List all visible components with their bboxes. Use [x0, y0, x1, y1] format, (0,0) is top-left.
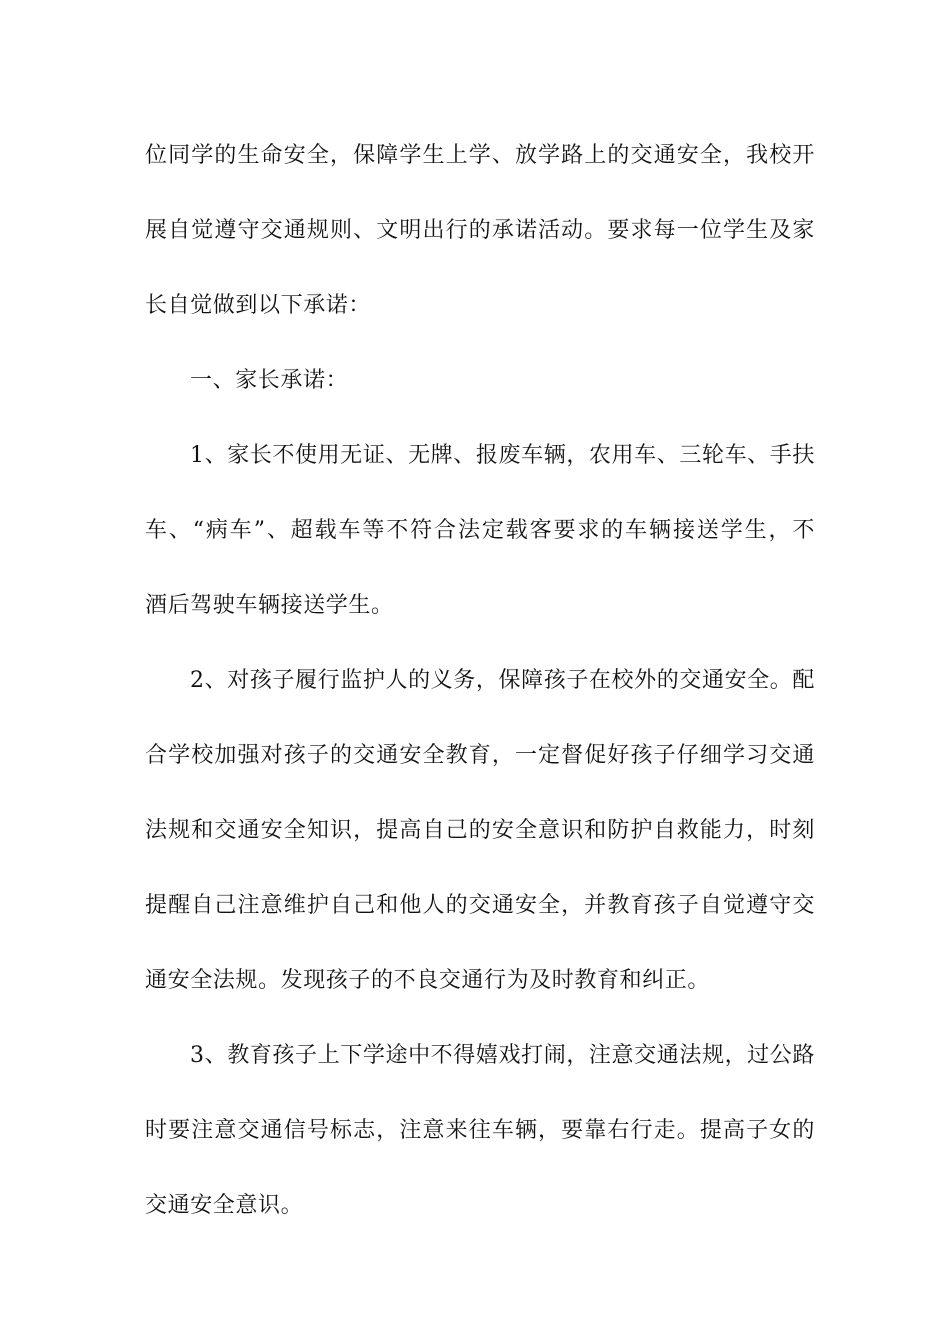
text-line-6: 车、“病车”、超载车等不符合法定载客要求的车辆接送学生，不 [145, 518, 815, 543]
text-line-12: 通安全法规。发现孩子的不良交通行为及时教育和纠正。 [145, 968, 711, 993]
text-line-5: 1、家长不使用无证、无牌、报废车辆，农用车、三轮车、手扶 [190, 443, 815, 468]
section-heading-parent-pledge: 一、家长承诺： [190, 368, 349, 393]
text-line-1: 位同学的生命安全，保障学生上学、放学路上的交通安全，我校开 [145, 143, 815, 168]
text-line-8: 2、对孩子履行监护人的义务，保障孩子在校外的交通安全。配 [190, 668, 815, 693]
text-line-15: 交通安全意识。 [145, 1193, 304, 1218]
text-line-3: 长自觉做到以下承诺： [145, 293, 372, 318]
text-line-2: 展自觉遵守交通规则、文明出行的承诺活动。要求每一位学生及家 [145, 218, 815, 243]
text-line-11: 提醒自己注意维护自己和他人的交通安全，并教育孩子自觉遵守交 [145, 893, 815, 918]
text-line-10: 法规和交通安全知识，提高自己的安全意识和防护自救能力，时刻 [145, 818, 815, 843]
text-line-13: 3、教育孩子上下学途中不得嬉戏打闹，注意交通法规，过公路 [190, 1043, 815, 1068]
text-line-14: 时要注意交通信号标志，注意来往车辆，要靠右行走。提高子女的 [145, 1118, 815, 1143]
text-line-7: 酒后驾驶车辆接送学生。 [145, 593, 394, 618]
text-line-9: 合学校加强对孩子的交通安全教育，一定督促好孩子仔细学习交通 [145, 743, 815, 768]
